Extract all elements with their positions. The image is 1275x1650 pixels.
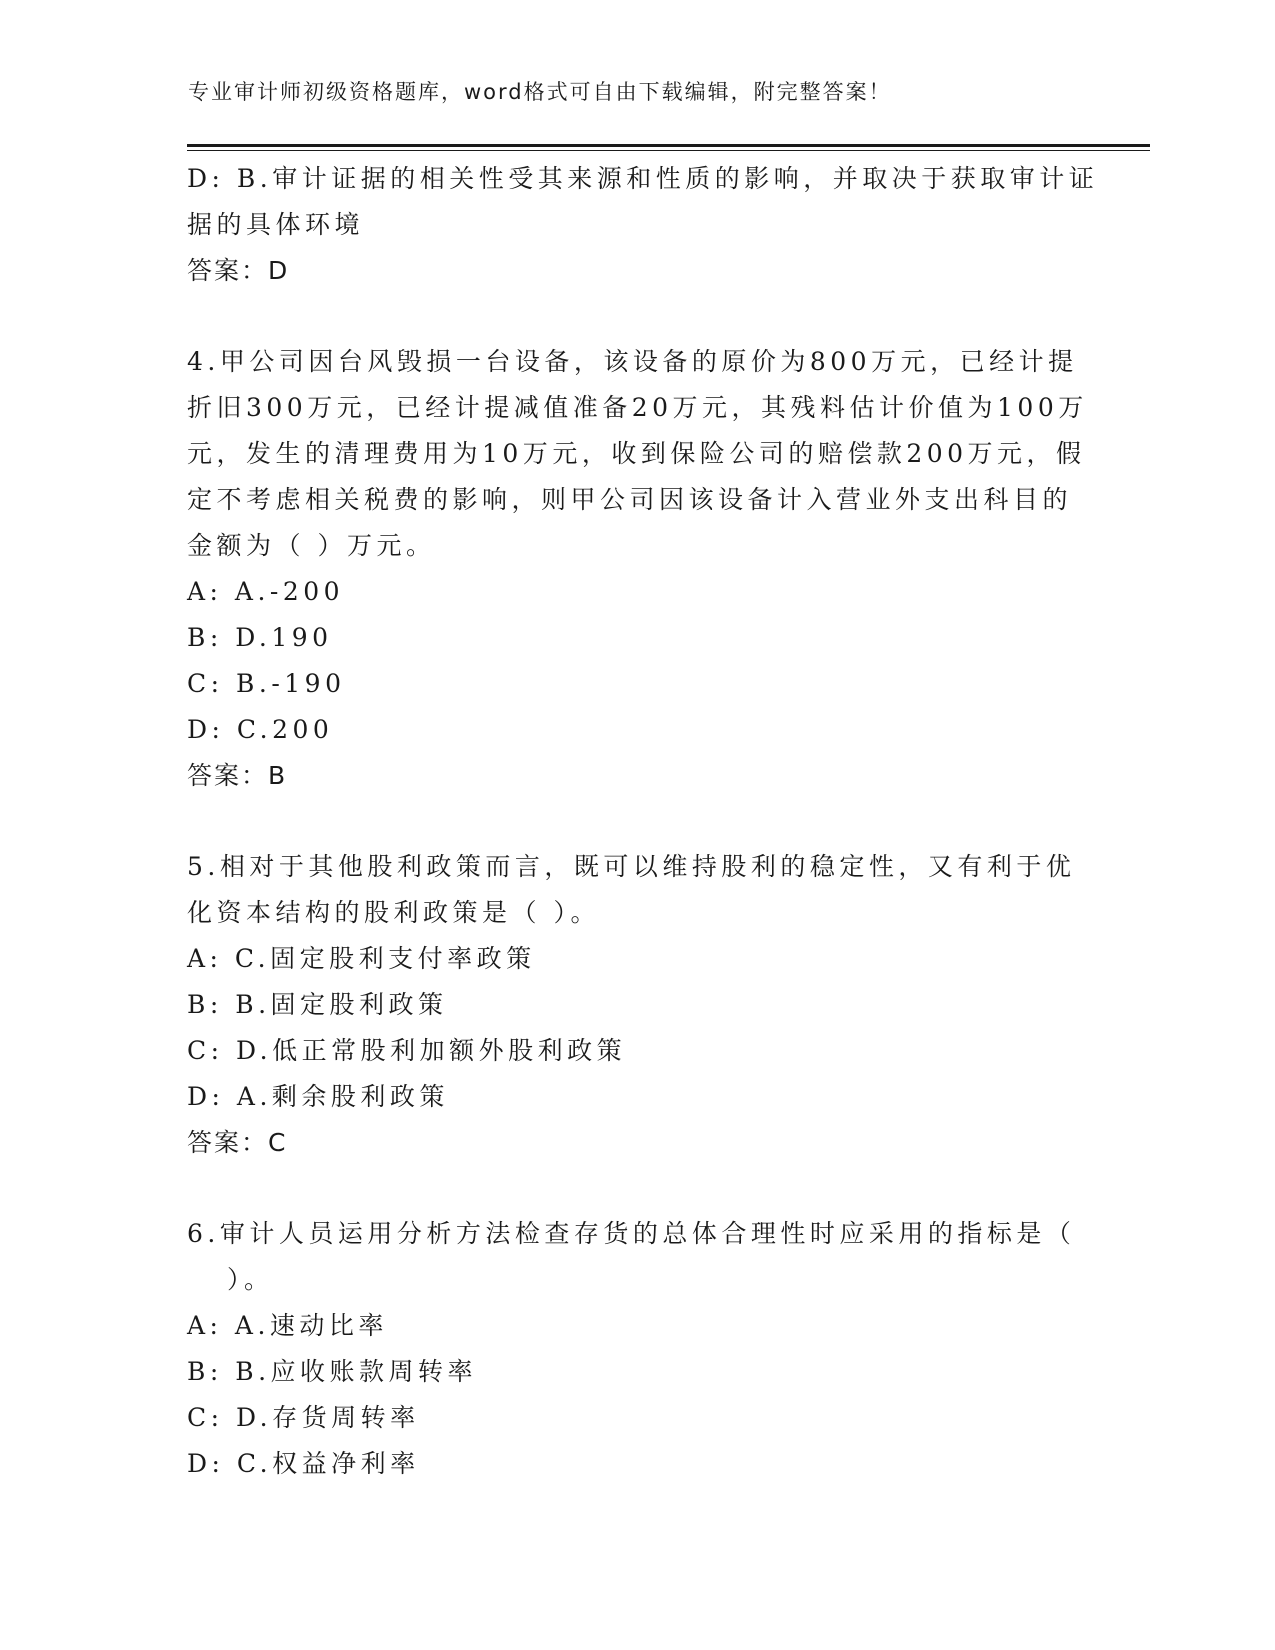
option-a: A: A.-200 — [187, 577, 345, 606]
answer-line: 答案：B — [187, 761, 288, 790]
option-a: A: A.速动比率 — [187, 1311, 388, 1340]
option-b: B: D.190 — [187, 623, 333, 652]
question-stem-line: 5.相对于其他股利政策而言，既可以维持股利的稳定性，又有利于优 — [187, 852, 1076, 881]
option-b: B: B.固定股利政策 — [187, 990, 448, 1019]
question-5 — [187, 844, 1087, 1166]
header-rule-thick — [187, 144, 1150, 147]
option-c: C: D.存货周转率 — [187, 1403, 420, 1432]
question-stem-line: 化资本结构的股利政策是（ ）。 — [187, 898, 600, 927]
option-c: C: B.-190 — [187, 669, 346, 698]
question-stem-line: 金额为（ ）万元。 — [187, 531, 436, 560]
question-stem-line: ）。 — [227, 1265, 274, 1294]
option-d-line: D: B.审计证据的相关性受其来源和性质的影响，并取决于获取审计证 — [187, 164, 1099, 193]
question-stem-line: 4.甲公司因台风毁损一台设备，该设备的原价为800万元，已经计提 — [187, 347, 1078, 376]
option-d-line: 据的具体环境 — [187, 210, 365, 239]
question-stem-line: 折旧300万元，已经计提减值准备20万元，其残料估计价值为100万 — [187, 393, 1088, 422]
question-stem-line: 元，发生的清理费用为10万元，收到保险公司的赔偿款200万元，假 — [187, 439, 1086, 468]
option-c: C: D.低正常股利加额外股利政策 — [187, 1036, 627, 1065]
question-content — [187, 156, 1099, 1487]
question-3-tail — [187, 156, 1099, 294]
option-a: A: C.固定股利支付率政策 — [187, 944, 536, 973]
option-d: D: C.权益净利率 — [187, 1449, 420, 1478]
answer-line: 答案：C — [187, 1128, 288, 1157]
question-6 — [187, 1211, 1087, 1487]
question-stem-line: 定不考虑相关税费的影响，则甲公司因该设备计入营业外支出科目的 — [187, 485, 1073, 514]
answer-line: 答案：D — [187, 256, 290, 285]
question-4 — [187, 339, 1087, 799]
header-rule-thin — [187, 150, 1150, 151]
option-b: B: B.应收账款周转率 — [187, 1357, 478, 1386]
question-stem-line: 6.审计人员运用分析方法检查存货的总体合理性时应采用的指标是（ — [187, 1219, 1076, 1248]
option-d: D: C.200 — [187, 715, 334, 744]
option-d: D: A.剩余股利政策 — [187, 1082, 449, 1111]
page-header: 专业审计师初级资格题库，word格式可自由下载编辑，附完整答案！ — [188, 80, 892, 104]
